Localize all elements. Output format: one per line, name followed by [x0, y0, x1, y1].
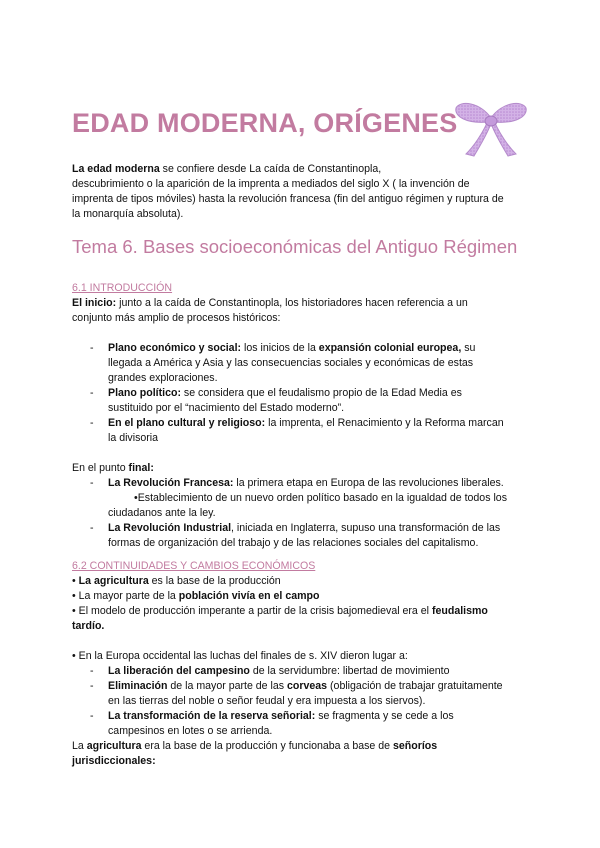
list-item: - La Revolución Francesa: la primera etapa en Europa de las revoluciones liberales. — [90, 477, 504, 489]
list-item: - En el plano cultural y religioso: la imprenta, el Renacimiento y la Reforma marcan la divisoria — [90, 417, 504, 444]
luchas-list — [72, 664, 530, 739]
list-item: - Eliminación de la mayor parte de las corveas (obligación de trabajar gratuitamente en las tierras del noble o señor feudal y era impuesta a los siervos). — [90, 680, 503, 707]
list-item: - Plano político: se considera que el feudalismo propio de la Edad Media es sustituido por el “nacimiento del Estado moderno”. — [90, 387, 462, 414]
final-list — [72, 476, 530, 491]
subheading-continuidades: 6.2 CONTINUIDADES Y CAMBIOS ECONÓMICOS — [72, 560, 316, 572]
list-item: - Plano económico y social: los inicios de la expansión colonial europea, su llegada a América y Asia y las consecuencias sociales y económicas de estas grandes exploraciones. — [90, 342, 476, 384]
bow-icon — [452, 96, 530, 160]
intro-paragraph: La edad moderna se confiere desde La caída de Constantinopla, descubrimiento o la aparición de la imprenta a mediados del siglo X ( la invención de imprenta de tipos móviles) hasta la revolución francesa (fin del antiguo régimen y ruptura de la monarquía absoluta). — [72, 163, 504, 220]
list-item: - La transformación de la reserva señorial: se fragmenta y se cede a los campesinos en lotes o se arrienda. — [90, 710, 454, 737]
section-heading-tema6: Tema 6. Bases socioeconómicas del Antiguo Régimen — [72, 236, 518, 257]
section-introduccion: 6.1 INTRODUCCIÓN El inicio: junto a la caída de Constantinopla, los historiadores hacen referencia a un conjunto más amplio de procesos históricos: - Plano económico y social: los inicios de la expansión colonial europea, su llegada a América y Asia y las consecuencias sociales y económicas de estas grandes exploraciones. - Plano político: se considera que el feudalismo propio de la Edad Media es sustituido por el “nacimiento del Estado moderno”. - En el plano cultural y religioso: la imprenta, el Renacimiento y la Reforma marcan la divisoria En el punto final: - La Revolución Francesa: la primera etapa en Europa de las revoluciones liberales. •Establecimiento de un nuevo orden político basado en la igualdad de todos los ciudadanos ante la ley. - La Revolución Industrial, iniciada en Inglaterra, supuso una transformación de las formas de organización del trabajo y de las relaciones sociales del capitalismo. — [72, 281, 530, 551]
page-title: EDAD MODERNA, ORÍGENES — [72, 108, 458, 138]
section-continuidades: 6.2 CONTINUIDADES Y CAMBIOS ECONÓMICOS • La agricultura es la base de la producción • La mayor parte de la población vivía en el campo • El modelo de producción imperante a partir de la crisis bajomedieval era el feudalismo tardío. • En la Europa occidental las luchas del finales de s. XIV dieron lugar a: - La liberación del campesino de la servidumbre: libertad de movimiento - Eliminación de la mayor parte de las corveas (obligación de trabajar gratuitamente en las tierras del noble o señor feudal y era impuesta a los siervos). - La transformación de la reserva señorial: se fragmenta y se cede a los campesinos en lotes o se arrienda. La agricultura era la base de la producción y funcionaba a base de señoríos jurisdiccionales: — [72, 559, 530, 769]
inicio-list — [72, 341, 530, 446]
list-item: - La Revolución Industrial, iniciada en Inglaterra, supuso una transformación de las formas de organización del trabajo y de las relaciones sociales del capitalismo. — [90, 522, 501, 549]
list-item: - La liberación del campesino de la servidumbre: libertad de movimiento — [90, 665, 450, 677]
subheading-introduccion: 6.1 INTRODUCCIÓN — [72, 282, 173, 294]
